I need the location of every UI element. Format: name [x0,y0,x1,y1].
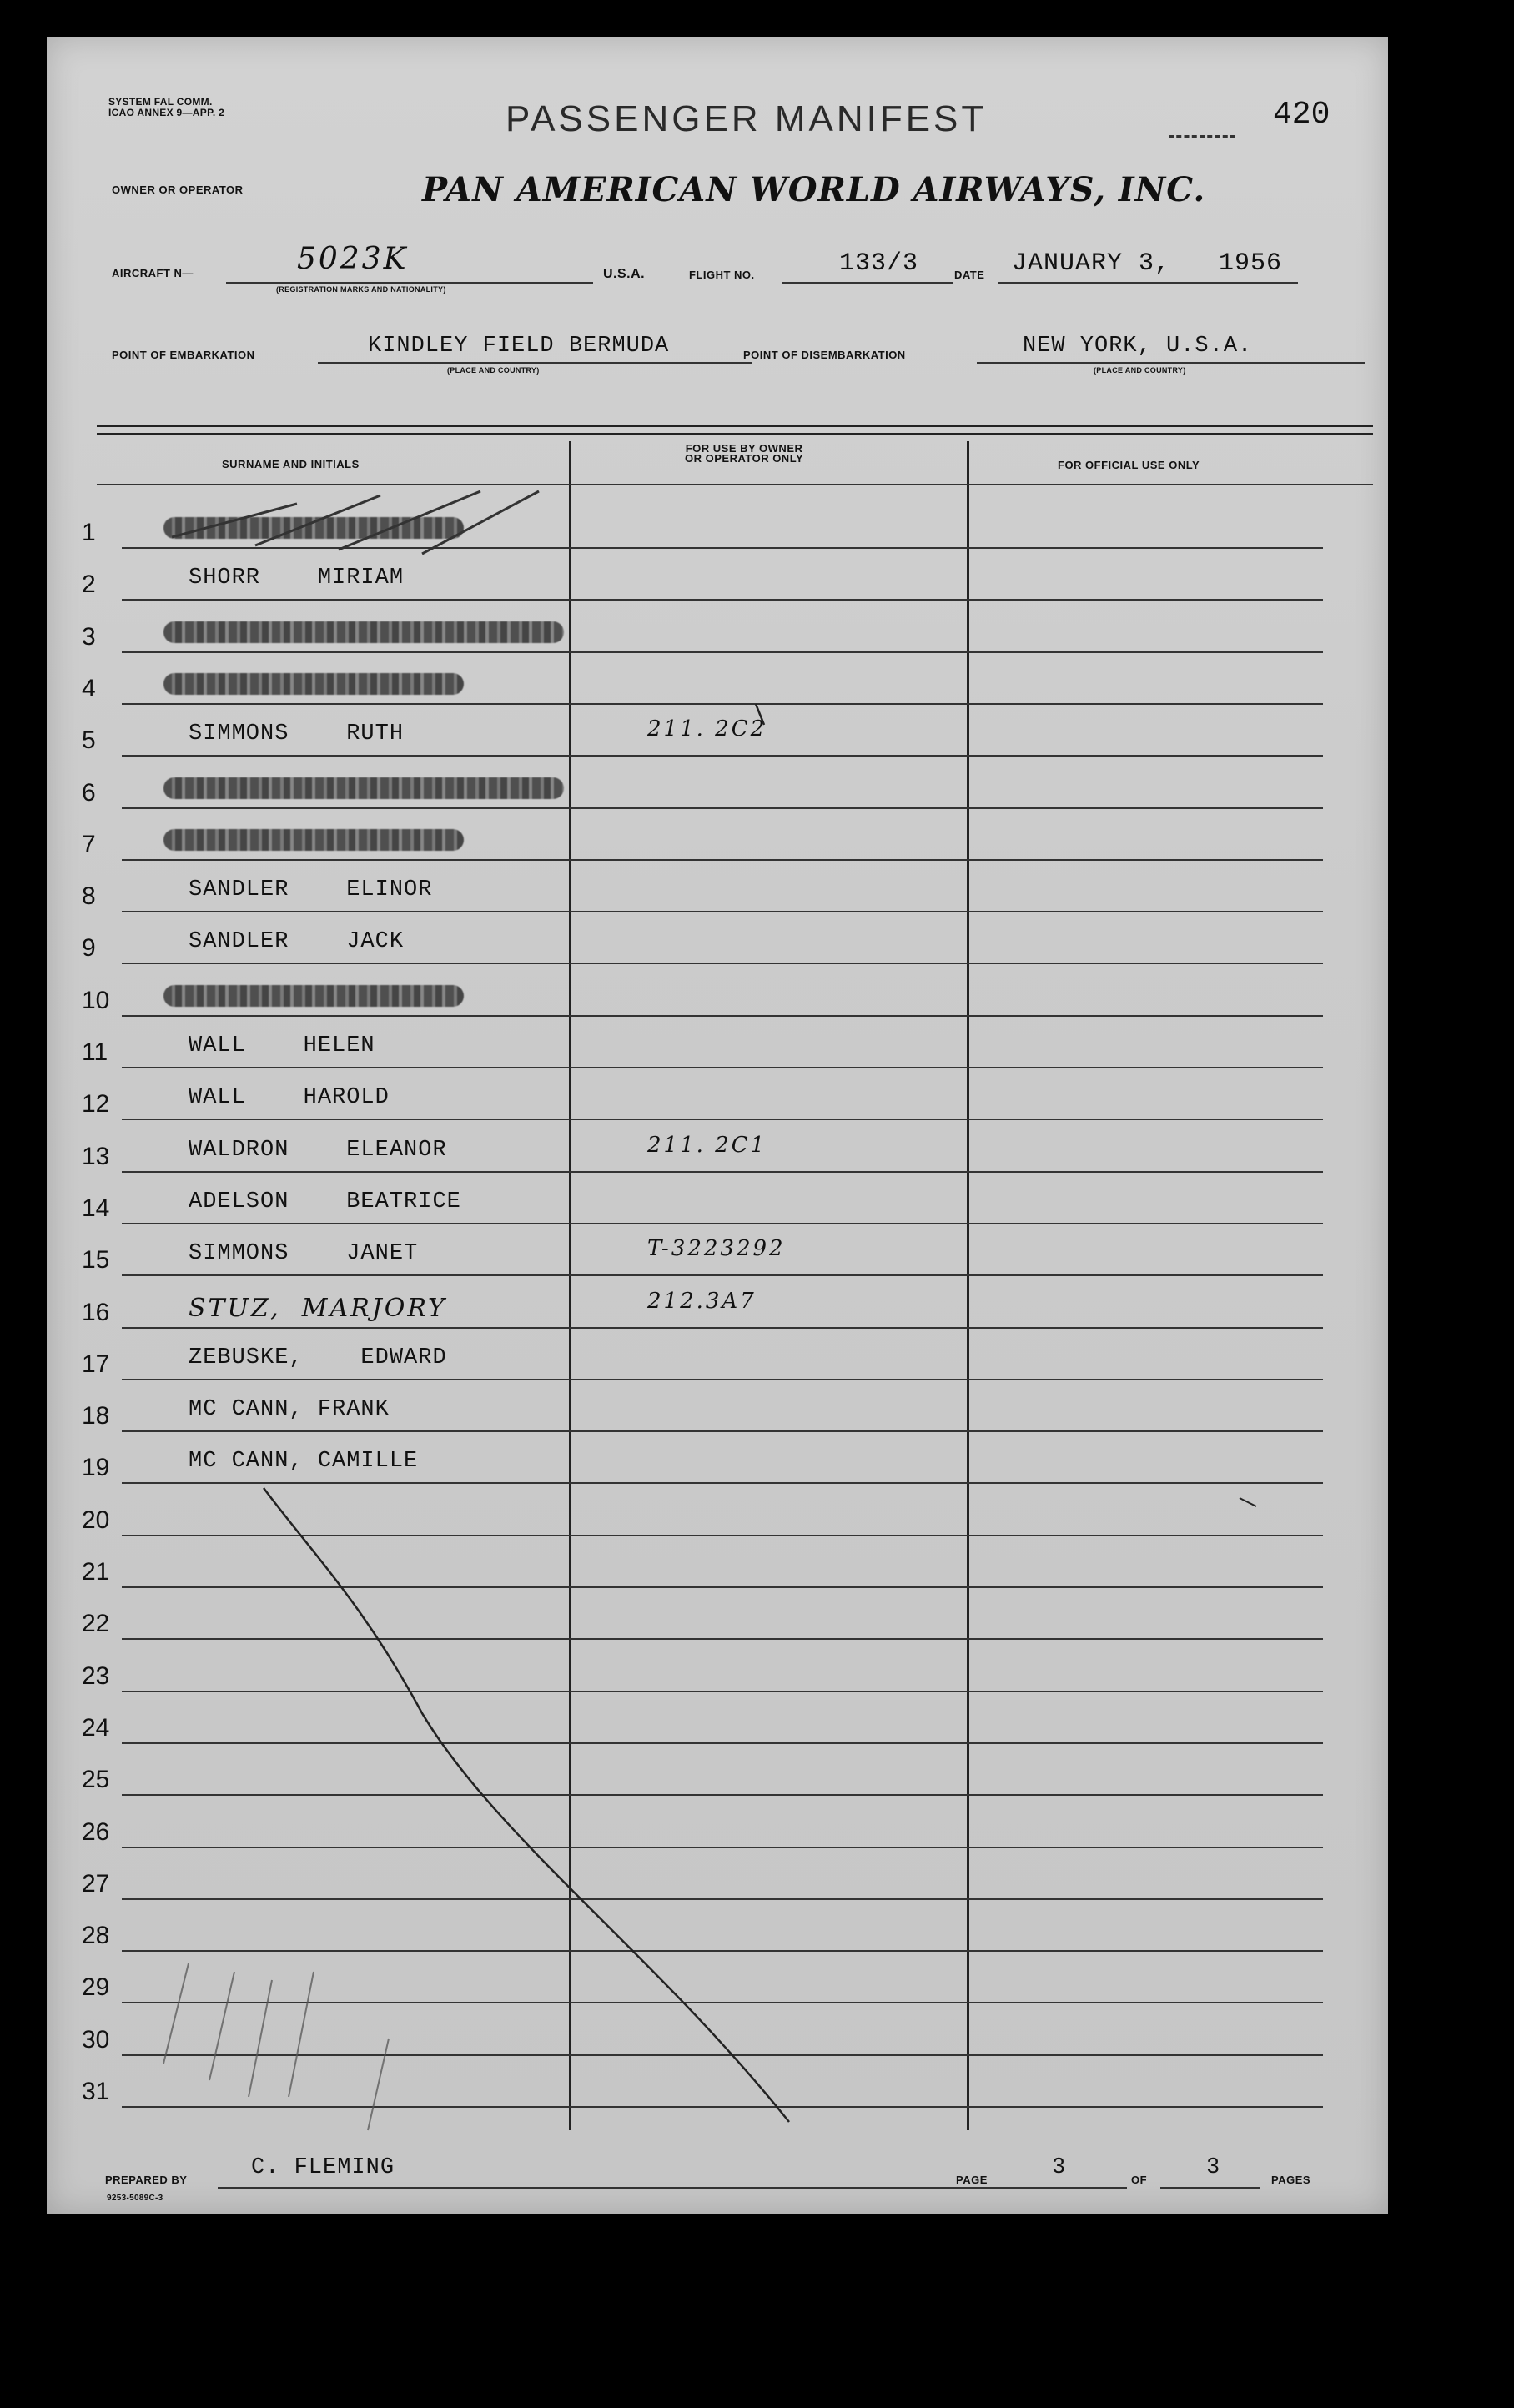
disembark-value: NEW YORK, U.S.A. [1023,334,1253,359]
date-value: JANUARY 3, [1012,249,1171,278]
passenger-name: STUZ, MARJORY [189,1293,447,1323]
sheet-number: 420 [1273,97,1330,133]
date-label: DATE [954,269,985,281]
row-number: 20 [82,1506,110,1534]
embark-label: POINT OF EMBARKATION [112,349,255,361]
row-number: 28 [82,1922,110,1950]
row-number: 24 [82,1713,110,1742]
operator-note: 211. 2C2 [647,716,767,742]
passenger-name: SHORR MIRIAM [189,566,405,591]
of-value: 3 [1206,2155,1221,2180]
passenger-name: WALDRON ELEANOR [189,1137,447,1163]
row-number: 6 [82,778,96,807]
row-number: 25 [82,1766,110,1794]
passenger-name: WALL HAROLD [189,1085,390,1111]
row-number: 3 [82,622,96,651]
row-number: 23 [82,1661,110,1690]
year-value: 1956 [1219,249,1283,278]
disembark-sublabel: (PLACE AND COUNTRY) [1094,366,1186,375]
row-number: 19 [82,1454,110,1482]
row-number: 17 [82,1350,110,1378]
passenger-name: SANDLER ELINOR [189,877,433,903]
col-surname-header: SURNAME AND INITIALS [222,458,360,470]
row-number: 13 [82,1142,110,1170]
disembark-label: POINT OF DISEMBARKATION [743,349,906,361]
col-owner-header: FOR USE BY OWNER OR OPERATOR ONLY [685,442,804,465]
row-number: 26 [82,1817,110,1846]
row-number: 10 [82,986,110,1014]
page-underline [998,2187,1127,2189]
passenger-name: WALL HELEN [189,1033,375,1058]
row-number: 5 [82,726,96,755]
row-number: 4 [82,674,96,702]
scan-stroke [47,37,1388,2214]
row-number: 12 [82,1090,110,1119]
page-value: 3 [1052,2155,1067,2180]
row-number: 8 [82,882,96,911]
row-number: 22 [82,1610,110,1638]
row-number: 30 [82,2025,110,2054]
row-number: 15 [82,1246,110,1274]
passenger-name: SIMMONS JANET [189,1241,419,1267]
aircraft-sublabel: (REGISTRATION MARKS AND NATIONALITY) [276,285,446,294]
manifest-sheet [47,37,1388,2214]
page-title: PASSENGER MANIFEST [506,98,988,139]
aircraft-value: 5023K [297,242,409,276]
row-number: 9 [82,934,96,963]
aircraft-label: AIRCRAFT N— [112,267,194,279]
embark-value: KINDLEY FIELD BERMUDA [368,334,670,359]
flight-label: FLIGHT NO. [689,269,755,281]
passenger-name: SIMMONS RUTH [189,721,405,747]
pages-label: PAGES [1271,2174,1311,2186]
row-number: 11 [82,1038,108,1066]
row-number: 18 [82,1402,110,1430]
of-label: OF [1131,2174,1148,2186]
print-code: 9253-5089C-3 [107,2194,163,2203]
operator-note: 212.3A7 [647,1288,757,1314]
usa-label: U.S.A. [603,267,646,281]
passenger-name: SANDLER JACK [189,929,405,955]
col-official-header: FOR OFFICIAL USE ONLY [1058,459,1200,471]
owner-value: PAN AMERICAN WORLD AIRWAYS, INC. [422,170,1206,209]
prepared-label: PREPARED BY [105,2174,188,2186]
passenger-name: MC CANN, CAMILLE [189,1449,419,1475]
form-id: SYSTEM FAL COMM. ICAO ANNEX 9—APP. 2 [108,96,225,118]
embark-sublabel: (PLACE AND COUNTRY) [447,366,540,375]
row-number: 29 [82,1973,110,2002]
row-number: 1 [82,519,96,546]
row-number: 21 [82,1558,110,1586]
row-number: 2 [82,571,96,599]
row-number: 27 [82,1869,110,1898]
passenger-name: MC CANN, FRANK [189,1397,390,1423]
row-number: 7 [82,830,96,858]
owner-label: OWNER OR OPERATOR [112,183,244,196]
prepared-value: C. FLEMING [251,2155,395,2180]
row-number: 14 [82,1194,110,1222]
page-label: PAGE [956,2174,988,2186]
prepared-underline [218,2187,1002,2189]
passenger-name: ADELSON BEATRICE [189,1189,461,1214]
operator-note: 211. 2C1 [647,1132,767,1158]
of-underline [1160,2187,1260,2189]
row-number: 31 [82,2078,110,2105]
flight-value: 133/3 [839,249,919,278]
operator-note: T-3223292 [647,1236,786,1262]
row-number: 16 [82,1298,110,1326]
passenger-name: ZEBUSKE, EDWARD [189,1345,447,1370]
